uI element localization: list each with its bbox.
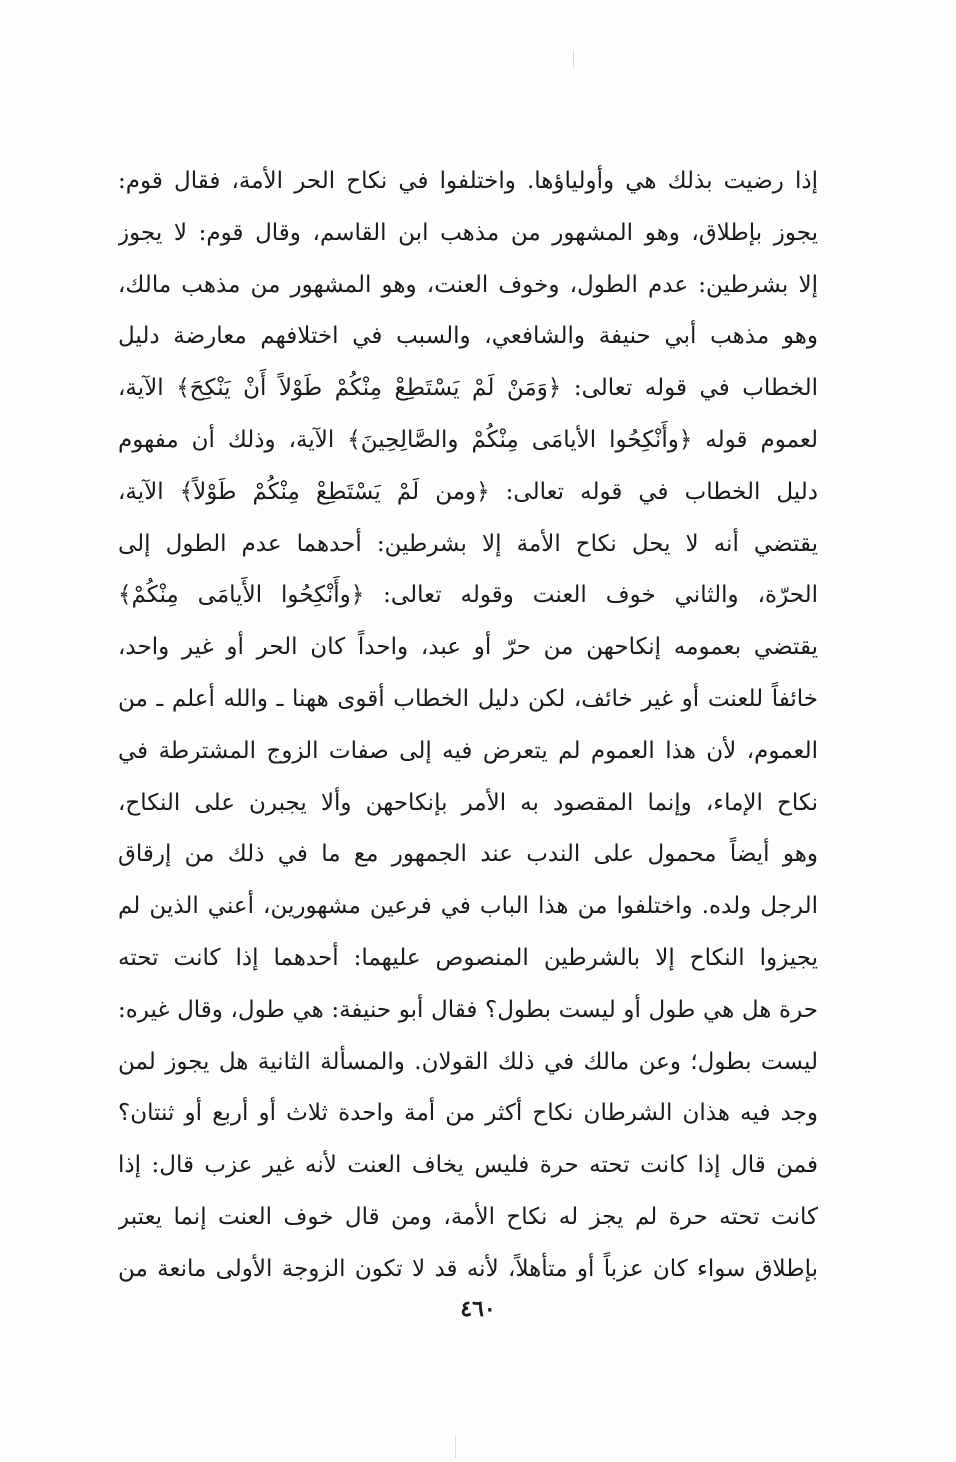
page-number: ٤٦٠ (460, 1296, 496, 1322)
text-line-11: خائفاً للعنت أو غير خائف، لكن دليل الخطاب أقوى ههنا ـ والله أعلم ـ من (118, 685, 818, 712)
text-line-10: يقتضي بعمومه إنكاحهن من حرّ أو عبد، واحداً كان الحر أو غير واحد، (118, 634, 818, 661)
text-line-12: العموم، لأن هذا العموم لم يتعرض فيه إلى صفات الزوج المشترطة في (118, 737, 818, 764)
text-line-4: وهو مذهب أبي حنيفة والشافعي، والسبب في اختلافهم معارضة دليل (118, 323, 818, 350)
bottom-edge-mark (455, 1436, 456, 1458)
text-line-7: دليل الخطاب في قوله تعالى: ﴿ومن لَمْ يَسْتَطِعْ مِنْكُمْ طَوْلاً﴾ الآية، (118, 478, 818, 505)
text-line-3: إلا بشرطين: عدم الطول، وخوف العنت، وهو المشهور من مذهب مالك، (118, 271, 818, 298)
text-line-15: الرجل ولده. واختلفوا من هذا الباب في فرعين مشهورين، أعني الذين لم (118, 893, 818, 920)
text-line-1: إذا رضيت بذلك هي وأولياؤها. واختلفوا في نكاح الحر الأمة، فقال قوم: (118, 168, 818, 194)
text-line-6: لعموم قوله ﴿وأَنْكِحُوا الأيامَى مِنْكُمْ والصَّالِحِينَ﴾ الآية، وذلك أن مفهوم (118, 426, 818, 453)
text-line-22: بإطلاق سواء كان عزباً أو متأهلاً، لأنه قد لا تكون الزوجة الأولى مانعة من (118, 1255, 818, 1282)
top-edge-mark (573, 50, 574, 68)
text-line-20: فمن قال إذا كانت تحته حرة فليس يخاف العنت لأنه غير عزب قال: إذا (118, 1152, 818, 1179)
body-text (118, 156, 818, 1296)
text-line-13: نكاح الإماء، وإنما المقصود به الأمر بإنكاحهن وألا يجبرن على النكاح، (118, 789, 818, 816)
text-line-14: وهو أيضاً محمول على الندب عند الجمهور مع ما في ذلك من إرقاق (118, 841, 818, 868)
text-line-19: وجد فيه هذان الشرطان نكاح أكثر من أمة واحدة ثلاث أو أربع أو ثنتان؟ (118, 1100, 818, 1127)
text-line-5: الخطاب في قوله تعالى: ﴿وَمَنْ لَمْ يَسْتَطِعْ مِنْكُمْ طَوْلاً أَنْ يَنْكِحَ﴾ الآية، (118, 375, 818, 402)
text-line-2: يجوز بإطلاق، وهو المشهور من مذهب ابن القاسم، وقال قوم: لا يجوز (118, 219, 818, 246)
text-line-18: ليست بطول؛ وعن مالك في ذلك القولان. والمسألة الثانية هل يجوز لمن (118, 1048, 818, 1075)
text-line-21: كانت تحته حرة لم يجز له نكاح الأمة، ومن قال خوف العنت إنما يعتبر (118, 1203, 818, 1230)
text-line-17: حرة هل هي طول أو ليست بطول؟ فقال أبو حنيفة: هي طول، وقال غيره: (118, 996, 818, 1023)
text-line-8: يقتضي أنه لا يحل نكاح الأمة إلا بشرطين: أحدهما عدم الطول إلى (118, 530, 818, 557)
text-line-9: الحرّة، والثاني خوف العنت وقوله تعالى: ﴿وأَنْكِحُوا الأَيامَى مِنْكُمْ﴾ (118, 582, 818, 609)
text-line-16: يجيزوا النكاح إلا بالشرطين المنصوص عليهما: أحدهما إذا كانت تحته (118, 944, 818, 971)
